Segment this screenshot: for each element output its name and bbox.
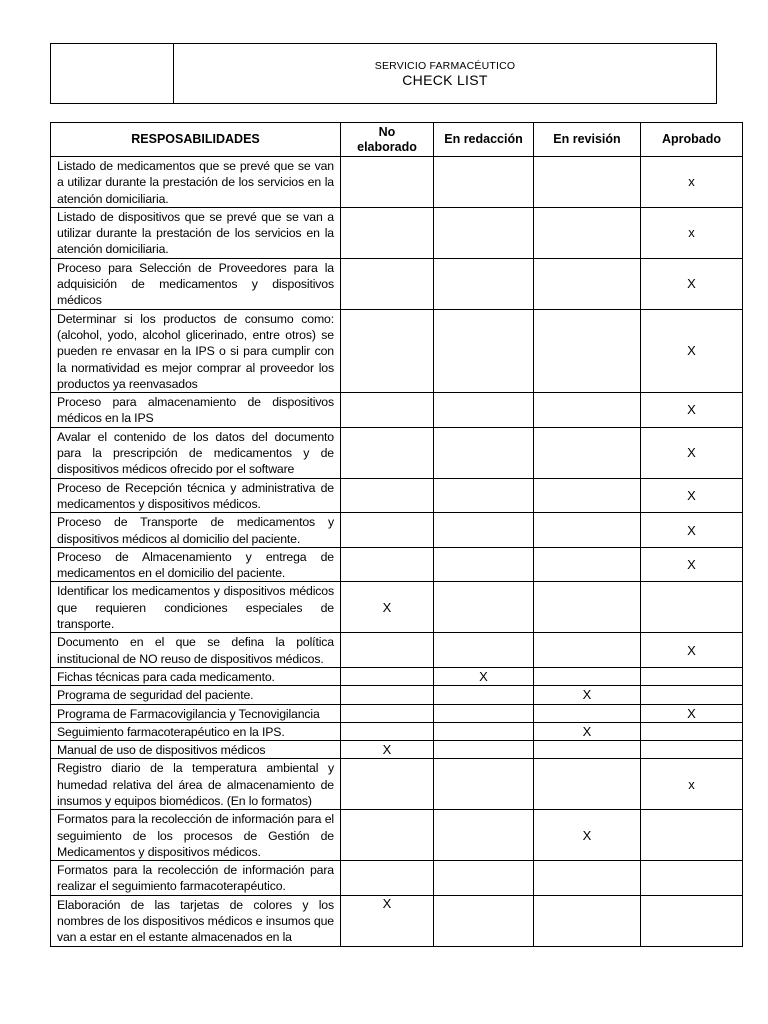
responsibility-cell: Fichas técnicas para cada medicamento. — [51, 667, 341, 685]
responsibility-cell: Proceso de Recepción técnica y administrativa de medicamentos y dispositivos médicos. — [51, 478, 341, 513]
mark-aprobado — [641, 686, 743, 704]
table-row — [51, 704, 743, 722]
header-titles — [174, 44, 716, 103]
logo-cell — [51, 44, 174, 103]
mark-en-revision — [534, 704, 641, 722]
mark-no-elaborado — [341, 258, 434, 309]
responsibility-cell: Manual de uso de dispositivos médicos — [51, 741, 341, 759]
mark-aprobado — [641, 722, 743, 740]
mark-no-elaborado — [341, 478, 434, 513]
mark-no-elaborado: X — [341, 895, 434, 946]
mark-en-redaccion — [434, 759, 534, 810]
mark-aprobado: X — [641, 547, 743, 582]
mark-no-elaborado — [341, 207, 434, 258]
mark-aprobado: X — [641, 258, 743, 309]
mark-no-elaborado — [341, 759, 434, 810]
table-row — [51, 667, 743, 685]
table-row — [51, 895, 743, 946]
responsibility-cell: Listado de dispositivos que se prevé que se van a utilizar durante la prestación de los servicios en la atención domiciliaria. — [51, 207, 341, 258]
responsibility-cell: Proceso para almacenamiento de dispositivos médicos en la IPS — [51, 393, 341, 428]
table-row — [51, 157, 743, 208]
table-row — [51, 309, 743, 392]
table-row — [51, 427, 743, 478]
mark-en-revision — [534, 258, 641, 309]
column-header-responsibilities: RESPOSABILIDADES — [51, 123, 341, 157]
table-row — [51, 722, 743, 740]
responsibility-cell: Formatos para la recolección de información para el seguimiento de los procesos de Gestión de Medicamentos y dispositivos médicos. — [51, 810, 341, 861]
column-header-aprobado: Aprobado — [641, 123, 743, 157]
mark-en-redaccion — [434, 258, 534, 309]
mark-en-redaccion — [434, 157, 534, 208]
mark-en-redaccion — [434, 393, 534, 428]
mark-en-revision: X — [534, 810, 641, 861]
mark-en-revision — [534, 207, 641, 258]
mark-no-elaborado — [341, 667, 434, 685]
mark-en-revision — [534, 759, 641, 810]
mark-en-redaccion — [434, 810, 534, 861]
mark-en-revision — [534, 741, 641, 759]
mark-en-redaccion — [434, 861, 534, 896]
table-row — [51, 207, 743, 258]
table-row — [51, 258, 743, 309]
responsibility-cell: Proceso para Selección de Proveedores para la adquisición de medicamentos y dispositivos médicos — [51, 258, 341, 309]
mark-en-redaccion — [434, 633, 534, 668]
mark-aprobado: x — [641, 759, 743, 810]
table-row — [51, 547, 743, 582]
mark-en-revision — [534, 393, 641, 428]
document-header — [50, 43, 717, 104]
mark-en-redaccion — [434, 513, 534, 548]
table-header-row — [51, 123, 743, 157]
mark-en-redaccion — [434, 704, 534, 722]
checklist-table — [50, 122, 743, 947]
table-row — [51, 393, 743, 428]
mark-no-elaborado — [341, 633, 434, 668]
mark-aprobado: X — [641, 427, 743, 478]
mark-no-elaborado — [341, 810, 434, 861]
mark-en-revision: X — [534, 722, 641, 740]
mark-en-redaccion — [434, 309, 534, 392]
mark-en-revision — [534, 513, 641, 548]
mark-no-elaborado — [341, 704, 434, 722]
mark-no-elaborado — [341, 157, 434, 208]
column-header-en-revision: En revisión — [534, 123, 641, 157]
checklist-body — [51, 157, 743, 947]
mark-en-revision — [534, 157, 641, 208]
table-row — [51, 633, 743, 668]
column-header-en-redaccion: En redacción — [434, 123, 534, 157]
mark-en-revision — [534, 667, 641, 685]
header-title: CHECK LIST — [402, 72, 488, 88]
column-header-no-elaborado: No elaborado — [341, 123, 434, 157]
mark-en-revision — [534, 895, 641, 946]
table-row — [51, 741, 743, 759]
mark-en-revision — [534, 478, 641, 513]
table-row — [51, 478, 743, 513]
mark-no-elaborado: X — [341, 741, 434, 759]
mark-aprobado: X — [641, 393, 743, 428]
mark-en-revision — [534, 582, 641, 633]
mark-no-elaborado — [341, 547, 434, 582]
mark-no-elaborado — [341, 427, 434, 478]
mark-no-elaborado — [341, 309, 434, 392]
table-row — [51, 582, 743, 633]
responsibility-cell: Registro diario de la temperatura ambiental y humedad relativa del área de almacenamiento de insumos y equipos biomédicos. (En lo formatos) — [51, 759, 341, 810]
mark-en-redaccion — [434, 722, 534, 740]
mark-en-redaccion — [434, 427, 534, 478]
mark-en-revision — [534, 309, 641, 392]
mark-no-elaborado — [341, 513, 434, 548]
mark-aprobado — [641, 582, 743, 633]
mark-no-elaborado: X — [341, 582, 434, 633]
mark-en-redaccion — [434, 895, 534, 946]
mark-aprobado — [641, 810, 743, 861]
mark-en-redaccion: X — [434, 667, 534, 685]
mark-en-redaccion — [434, 478, 534, 513]
responsibility-cell: Formatos para la recolección de información para realizar el seguimiento farmacoterapéutico. — [51, 861, 341, 896]
responsibility-cell: Documento en el que se defina la política institucional de NO reuso de dispositivos médicos. — [51, 633, 341, 668]
mark-no-elaborado — [341, 722, 434, 740]
mark-en-redaccion — [434, 686, 534, 704]
mark-aprobado — [641, 667, 743, 685]
mark-en-revision — [534, 861, 641, 896]
mark-en-redaccion — [434, 547, 534, 582]
responsibility-cell: Seguimiento farmacoterapéutico en la IPS. — [51, 722, 341, 740]
mark-en-redaccion — [434, 207, 534, 258]
table-row — [51, 686, 743, 704]
mark-aprobado: X — [641, 513, 743, 548]
mark-aprobado: X — [641, 309, 743, 392]
mark-no-elaborado — [341, 393, 434, 428]
mark-en-revision: X — [534, 686, 641, 704]
table-row — [51, 810, 743, 861]
mark-en-redaccion — [434, 582, 534, 633]
mark-en-revision — [534, 547, 641, 582]
mark-aprobado: x — [641, 157, 743, 208]
responsibility-cell: Listado de medicamentos que se prevé que se van a utilizar durante la prestación de los servicios en la atención domiciliaria. — [51, 157, 341, 208]
mark-aprobado: X — [641, 633, 743, 668]
responsibility-cell: Determinar si los productos de consumo como: (alcohol, yodo, alcohol glicerinado, entre otros) se pueden re envasar en la IPS o si para cumplir con la normatividad es mejor comprar al proveedor los productos ya reenvasados — [51, 309, 341, 392]
mark-en-revision — [534, 633, 641, 668]
mark-aprobado — [641, 895, 743, 946]
mark-aprobado: X — [641, 478, 743, 513]
responsibility-cell: Proceso de Almacenamiento y entrega de medicamentos en el domicilio del paciente. — [51, 547, 341, 582]
table-row — [51, 861, 743, 896]
table-row — [51, 759, 743, 810]
mark-no-elaborado — [341, 861, 434, 896]
table-row — [51, 513, 743, 548]
responsibility-cell: Programa de seguridad del paciente. — [51, 686, 341, 704]
responsibility-cell: Elaboración de las tarjetas de colores y los nombres de los dispositivos médicos e insumos que van a estar en el estante almacenados en la — [51, 895, 341, 946]
mark-aprobado: x — [641, 207, 743, 258]
mark-aprobado — [641, 861, 743, 896]
mark-no-elaborado — [341, 686, 434, 704]
responsibility-cell: Avalar el contenido de los datos del documento para la prescripción de medicamentos y de dispositivos médicos ofrecido por el software — [51, 427, 341, 478]
mark-en-revision — [534, 427, 641, 478]
mark-en-redaccion — [434, 741, 534, 759]
responsibility-cell: Programa de Farmacovigilancia y Tecnovigilancia — [51, 704, 341, 722]
responsibility-cell: Identificar los medicamentos y dispositivos médicos que requieren condiciones especiales de transporte. — [51, 582, 341, 633]
mark-aprobado: X — [641, 704, 743, 722]
responsibility-cell: Proceso de Transporte de medicamentos y dispositivos médicos al domicilio del paciente. — [51, 513, 341, 548]
header-subtitle: SERVICIO FARMACÉUTICO — [374, 60, 516, 72]
mark-aprobado — [641, 741, 743, 759]
